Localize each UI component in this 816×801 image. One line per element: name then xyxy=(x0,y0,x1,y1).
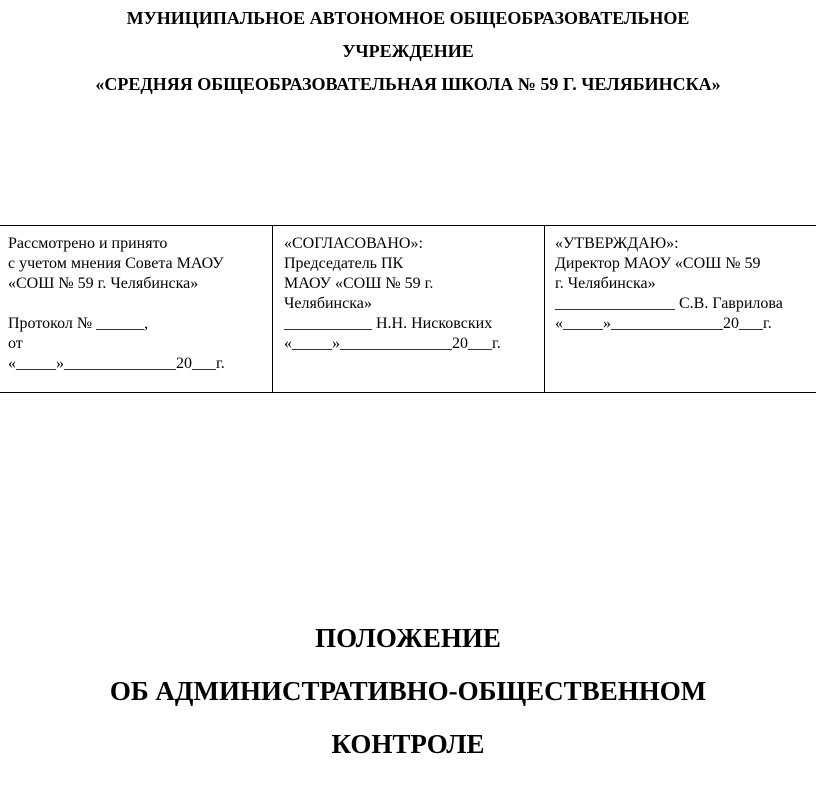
agreed-line-2: Председатель ПК xyxy=(284,255,404,272)
approved-line-2: Директор МАОУ «СОШ № 59 xyxy=(555,255,761,272)
approved-date: «_____»______________20___г. xyxy=(555,315,772,332)
spacer xyxy=(8,294,272,314)
approved-line-1: «УТВЕРЖДАЮ»: xyxy=(555,235,679,252)
agreed-signature: ___________ Н.Н. Нисковских xyxy=(284,315,493,332)
approved-signature: _______________ С.В. Гаврилова xyxy=(555,295,783,312)
agreed-column xyxy=(273,226,545,392)
title-line-2: ОБ АДМИНИСТРАТИВНО-ОБЩЕСТВЕННОМ xyxy=(109,676,707,706)
agreed-line-4: Челябинска» xyxy=(284,295,372,312)
approved-column xyxy=(545,226,816,392)
considered-date: «_____»______________20___г. xyxy=(8,355,225,372)
approval-table xyxy=(0,225,816,393)
protocol-from: от xyxy=(8,335,23,352)
considered-line-3: «СОШ № 59 г. Челябинска» xyxy=(8,275,199,292)
agreed-line-1: «СОГЛАСОВАНО»: xyxy=(284,235,423,252)
header-line-2: УЧРЕЖДЕНИЕ xyxy=(342,41,474,61)
agreed-line-3: МАОУ «СОШ № 59 г. xyxy=(284,275,434,292)
protocol-number: Протокол № ______, xyxy=(8,315,149,332)
agreed-date: «_____»______________20___г. xyxy=(284,335,501,352)
header-line-1: МУНИЦИПАЛЬНОЕ АВТОНОМНОЕ ОБЩЕОБРАЗОВАТЕЛЬНОЕ xyxy=(126,8,690,28)
header-line-3: «СРЕДНЯЯ ОБЩЕОБРАЗОВАТЕЛЬНАЯ ШКОЛА № 59 Г. ЧЕЛЯБИНСКА» xyxy=(95,74,721,94)
considered-line-1: Рассмотрено и принято xyxy=(8,235,168,252)
title-line-3: КОНТРОЛЕ xyxy=(331,729,485,759)
institution-header xyxy=(0,2,816,101)
title-line-1: ПОЛОЖЕНИЕ xyxy=(315,623,501,653)
considered-column xyxy=(0,226,273,392)
document-title xyxy=(0,612,816,771)
approved-line-3: г. Челябинска» xyxy=(555,275,656,292)
considered-line-2: с учетом мнения Совета МАОУ xyxy=(8,255,224,272)
